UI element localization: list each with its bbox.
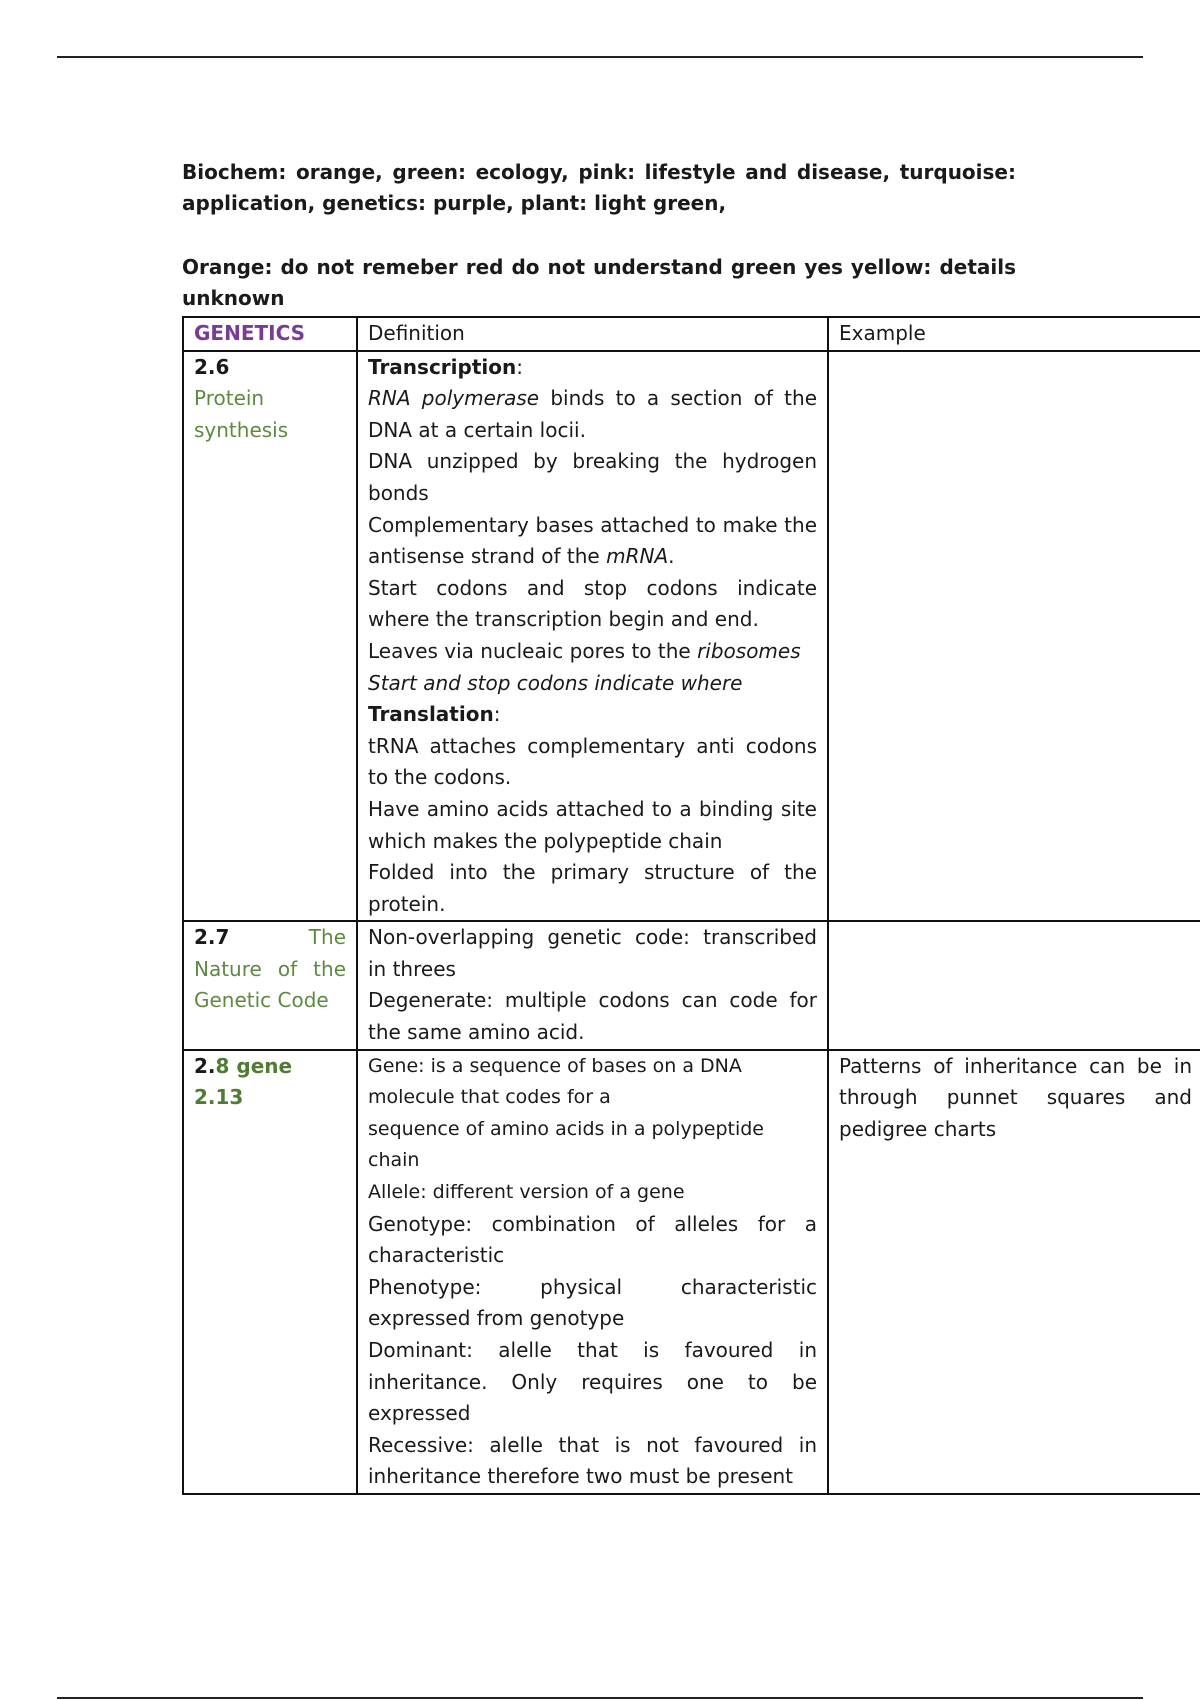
definition-cell	[357, 351, 828, 922]
topic-title-line: 2.7 The	[194, 925, 346, 950]
table-row	[183, 1050, 1200, 1494]
definition-point: molecule that codes for a	[368, 1086, 611, 1109]
topic-title-line: Protein	[194, 386, 265, 411]
definition-point: Phenotype: physical characteristic expressed from genotype	[368, 1274, 817, 1331]
table-row	[183, 351, 1200, 922]
definition-point: Folded into the primary structure of the protein.	[368, 860, 817, 916]
genetics-table	[182, 316, 1200, 1495]
definition-point: chain	[368, 1149, 420, 1172]
header-definition: Definition	[357, 317, 828, 351]
definition-point: Start and stop codons indicate where	[368, 670, 743, 695]
top-rule	[57, 56, 1143, 58]
definition-point: Recessive: alelle that is not favoured in inheritance therefore two must be present	[368, 1432, 817, 1489]
definition-point: Gene: is a sequence of bases on a DNA	[368, 1054, 742, 1077]
topic-title-line: Nature of the	[194, 956, 346, 981]
table-row	[183, 921, 1200, 1049]
definition-point: sequence of amino acids in a polypeptide	[368, 1117, 764, 1140]
example-cell	[828, 351, 1200, 922]
definition-point: DNA unzipped by breaking the hydrogen bonds	[368, 449, 817, 505]
topic-cell	[183, 1050, 357, 1494]
table-header-row	[183, 317, 1200, 351]
header-genetics: GENETICS	[183, 317, 357, 351]
topic-title-line: synthesis	[194, 417, 289, 442]
definition-cell	[357, 1050, 828, 1494]
definition-point: Complementary bases attached to make the antisense strand of the mRNA.	[368, 512, 817, 569]
definition-point: Have amino acids attached to a binding site which makes the polypeptide chain	[368, 796, 817, 853]
definition-point: Degenerate: multiple codons can code for the same amino acid.	[368, 988, 817, 1045]
definition-point: tRNA attaches complementary anti codons to the codons.	[368, 733, 817, 790]
section-number: 2.13	[194, 1085, 244, 1110]
definition-point: Leaves via nucleaic pores to the ribosomes	[368, 638, 801, 663]
definition-point: Allele: different version of a gene	[368, 1181, 685, 1204]
topic-cell	[183, 351, 357, 922]
section-number: 2.6	[194, 354, 230, 379]
example-cell	[828, 921, 1200, 1049]
color-key-legend: Biochem: orange, green: ecology, pink: lifestyle and disease, turquoise: application, genetics: purple, plant: light green,	[182, 160, 1016, 215]
definition-point: Dominant: alelle that is favoured in inheritance. Only requires one to be expressed	[368, 1338, 817, 1426]
section-number: 2.8 gene	[194, 1053, 293, 1078]
definition-cell	[357, 921, 828, 1049]
bottom-rule	[57, 1697, 1143, 1699]
definition-point: Start codons and stop codons indicate where the transcription begin and end.	[368, 575, 817, 632]
definition-point: Genotype: combination of alleles for a characteristic	[368, 1211, 817, 1268]
header-example: Example	[828, 317, 1200, 351]
topic-title-line: Genetic Code	[194, 988, 329, 1013]
topic-cell	[183, 921, 357, 1049]
definition-heading: Translation:	[368, 702, 501, 727]
understanding-key-legend: Orange: do not remeber red do not understand green yes yellow: details unknown	[182, 255, 1016, 310]
definition-point: RNA polymerase binds to a section of the DNA at a certain locii.	[368, 386, 817, 442]
example-text: Patterns of inheritance can be in through punnet squares and pedigree charts	[839, 1053, 1192, 1141]
definition-point: Non-overlapping genetic code: transcribed in threes	[368, 925, 817, 981]
example-cell	[828, 1050, 1200, 1494]
definition-heading: Transcription:	[368, 354, 523, 379]
